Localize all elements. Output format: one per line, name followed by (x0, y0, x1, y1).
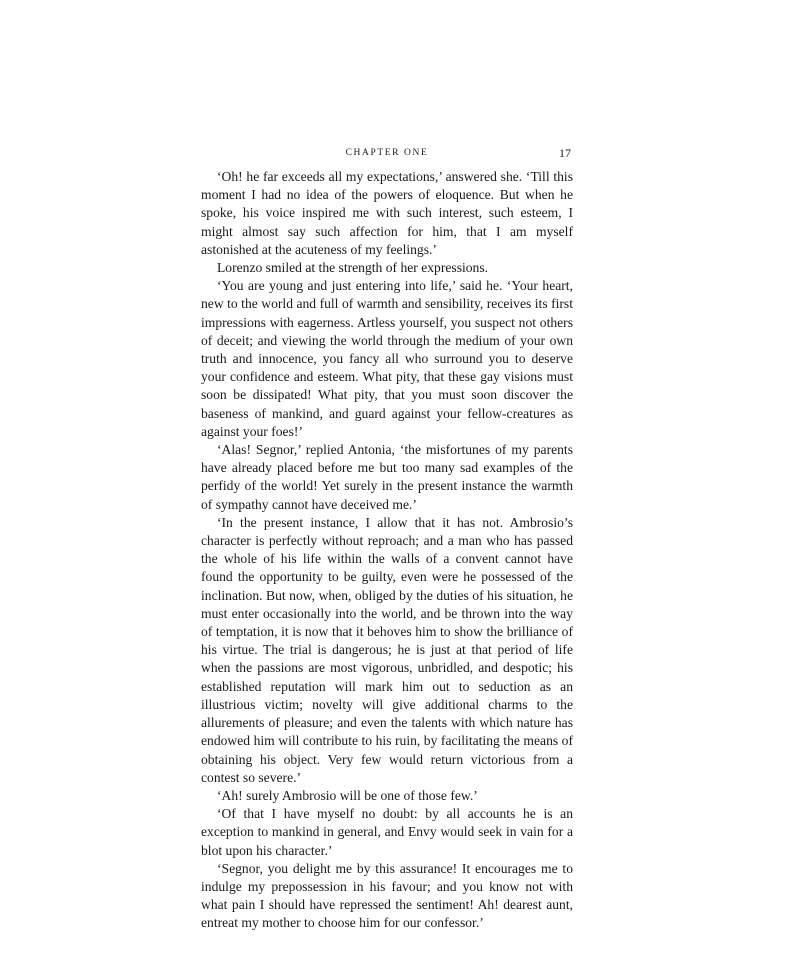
page-number: 17 (559, 146, 571, 160)
running-head (201, 146, 573, 160)
paragraph: ‘Of that I have myself no doubt: by all accounts he is an exception to mankind in general, and Envy would seek in vain for a blot upon his character.’ (201, 806, 573, 858)
paragraph: ‘Oh! he far exceeds all my expectations,’ answered she. ‘Till this moment I had no idea of the powers of eloquence. But when he spoke, his voice inspired me with such interest, such esteem, I might almost say such affection for him, that I am myself astonished at the acuteness of my feelings.’ (201, 169, 573, 257)
paragraph: ‘You are young and just entering into life,’ said he. ‘Your heart, new to the world and full of warmth and sensibility, receives its first impressions with eagerness. Artless yourself, you suspect not others of deceit; and viewing the world through the medium of your own truth and innocence, you fancy all who surround you to deserve your confidence and esteem. What pity, that these gay visions must soon be dissipated! What pity, that you must soon discover the baseness of mankind, and guard against your fellow-creatures as against your foes!’ (201, 278, 573, 439)
paragraph: ‘In the present instance, I allow that it has not. Ambrosio’s character is perfectly without reproach; and a man who has passed the whole of his life within the walls of a convent cannot have found the opportunity to be guilty, even were he possessed of the inclination. But now, when, obliged by the duties of his situation, he must enter occasionally into the world, and be thrown into the way of temptation, it is now that it behoves him to show the brilliance of his virtue. The trial is dangerous; he is just at that period of life when the passions are most vigorous, unbridled, and despotic; his established reputation will mark him out to seduction as an illustrious victim; novelty will give additional charms to the allurements of pleasure; and even the talents with which nature has endowed him will contribute to his ruin, by facilitating the means of obtaining his object. Very few would return victorious from a contest so severe.’ (201, 514, 573, 785)
paragraph: ‘Alas! Segnor,’ replied Antonia, ‘the misfortunes of my parents have already placed before me but too many sad examples of the perfidy of the world! Yet surely in the present instance the warmth of sympathy cannot have deceived me.’ (201, 442, 573, 512)
chapter-title: CHAPTER ONE (345, 148, 429, 158)
book-page (201, 0, 573, 971)
body-text (201, 168, 573, 933)
paragraph: ‘Segnor, you delight me by this assurance! It encourages me to indulge my prepossession in his favour; and you know not with what pain I should have repressed the sentiment! Ah! dearest aunt, entreat my mother to choose him for our confessor.’ (201, 860, 573, 931)
paragraph: ‘Ah! surely Ambrosio will be one of those few.’ (217, 787, 478, 803)
paragraph: Lorenzo smiled at the strength of her expressions. (217, 260, 489, 276)
